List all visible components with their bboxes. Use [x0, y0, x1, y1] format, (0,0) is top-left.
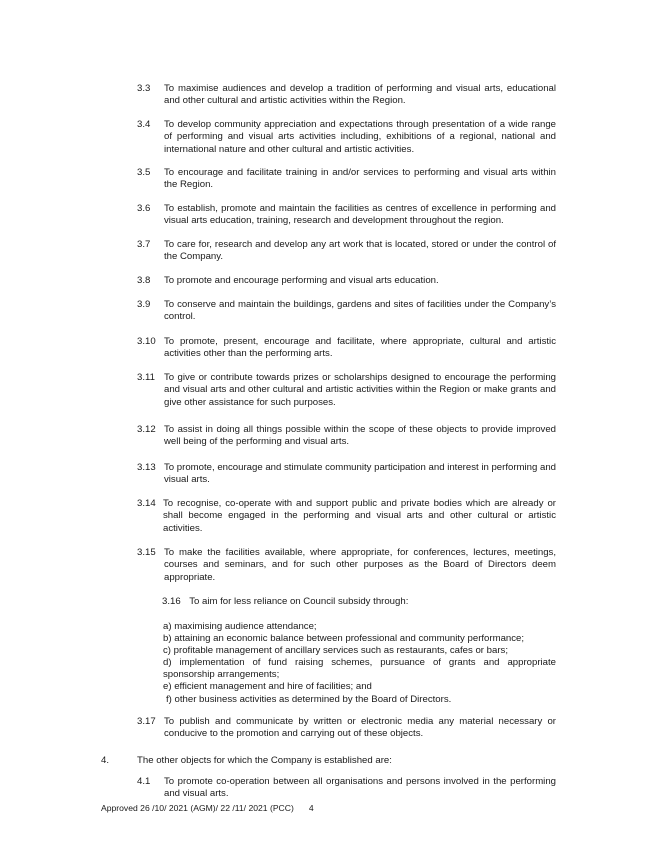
section-4-number: 4.	[101, 755, 110, 766]
clause-number: 3.8	[137, 275, 151, 286]
clause-text: To develop community appreciation and expectations through presentation of a wide range of performing and visual arts activities including, exhibitions of a regional, national and international nature and other cultural and artistic activities.	[164, 119, 556, 155]
clause-text: To encourage and facilitate training in and/or services to performing and visual arts within the Region.	[164, 167, 556, 191]
clause-text: To give or contribute towards prizes or scholarships designed to encourage the performing and visual arts and other cultural and artistic activities within the Region or make grants and give other assistance for such purposes.	[164, 372, 556, 408]
clause-text: To recognise, co-operate with and support public and private bodies which are already or shall become engaged in the performing and visual arts and other cultural or artistic activities.	[163, 498, 556, 534]
page-number: 4	[308, 803, 314, 813]
clause-text: To promote co-operation between all organisations and persons involved in the performing and visual arts.	[164, 776, 556, 800]
clause-text: To assist in doing all things possible within the scope of these objects to provide improved well being of the performing and visual arts.	[164, 424, 556, 448]
page-footer	[101, 803, 314, 814]
section-4-heading: The other objects for which the Company is established are:	[137, 755, 392, 766]
clause-3-14	[137, 498, 556, 535]
clause-3-15	[137, 547, 556, 584]
clause-number: 3.7	[137, 239, 151, 250]
clause-text: To establish, promote and maintain the facilities as centres of excellence in performing and visual arts education, training, research and development throughout the region.	[164, 203, 556, 227]
clause-3-9	[137, 299, 556, 324]
clause-number: 3.6	[137, 203, 151, 214]
clause-3-4	[137, 119, 556, 156]
clause-number: 3.17	[137, 716, 156, 727]
clause-number: 3.3	[137, 83, 151, 94]
clause-3-7	[137, 239, 556, 264]
clause-number: 3.14	[137, 498, 156, 509]
list-item: a) maximising audience attendance;	[163, 621, 317, 632]
clause-4-1	[137, 776, 556, 801]
clause-text: To publish and communicate by written or electronic media any material necessary or conducive to the promotion and carrying out of these objects.	[164, 716, 556, 740]
clause-number: 3.11	[137, 372, 155, 383]
approval-dates: Approved 26 /10/ 2021 (AGM)/ 22 /11/ 2021 (PCC)	[101, 803, 294, 813]
clause-3-12	[137, 424, 556, 449]
clause-number: 3.15	[137, 547, 156, 558]
clause-3-16	[162, 596, 408, 608]
clause-text: To maximise audiences and develop a tradition of performing and visual arts, educational and other cultural and artistic activities within the Region.	[164, 83, 556, 107]
clause-text: To promote, encourage and stimulate community participation and interest in performing and visual arts.	[164, 462, 556, 486]
list-item: d) implementation of fund raising schemes, pursuance of grants and appropriate sponsorship arrangements;	[163, 657, 556, 681]
clause-text: To aim for less reliance on Council subsidy through:	[189, 596, 409, 607]
clause-number: 3.12	[137, 424, 156, 435]
clause-text: To conserve and maintain the buildings, gardens and sites of facilities under the Company’s control.	[164, 299, 556, 323]
clause-text: To promote, present, encourage and facilitate, where appropriate, cultural and artistic activities other than the performing arts.	[164, 336, 556, 360]
clause-3-11	[137, 372, 556, 409]
clause-text: To promote and encourage performing and visual arts education.	[164, 275, 439, 286]
clause-number: 3.13	[137, 462, 156, 473]
clause-number: 3.16	[162, 596, 181, 607]
list-item: b) attaining an economic balance between professional and community performance;	[163, 633, 525, 645]
clause-text: To care for, research and develop any art work that is located, stored or under the control of the Company.	[164, 239, 556, 263]
clause-number: 3.9	[137, 299, 151, 310]
clause-3-10	[137, 336, 556, 361]
clause-number: 4.1	[137, 776, 151, 787]
list-item: e) efficient management and hire of facilities; and	[163, 681, 372, 693]
clause-3-3	[137, 83, 556, 108]
clause-3-6	[137, 203, 556, 228]
clause-3-8	[137, 275, 556, 287]
clause-number: 3.10	[137, 336, 156, 347]
clause-3-17	[137, 716, 556, 741]
subsidy-list	[163, 621, 556, 706]
clause-3-5	[137, 167, 556, 192]
clause-number: 3.4	[137, 119, 151, 130]
clause-3-13	[137, 462, 556, 487]
list-item: f) other business activities as determined by the Board of Directors.	[166, 693, 452, 705]
clause-number: 3.5	[137, 167, 151, 178]
list-item: c) profitable management of ancillary services such as restaurants, cafes or bars;	[163, 645, 508, 657]
clause-text: To make the facilities available, where appropriate, for conferences, lectures, meetings, courses and seminars, and for such other purposes as the Board of Directors deem appropriate.	[164, 547, 556, 583]
